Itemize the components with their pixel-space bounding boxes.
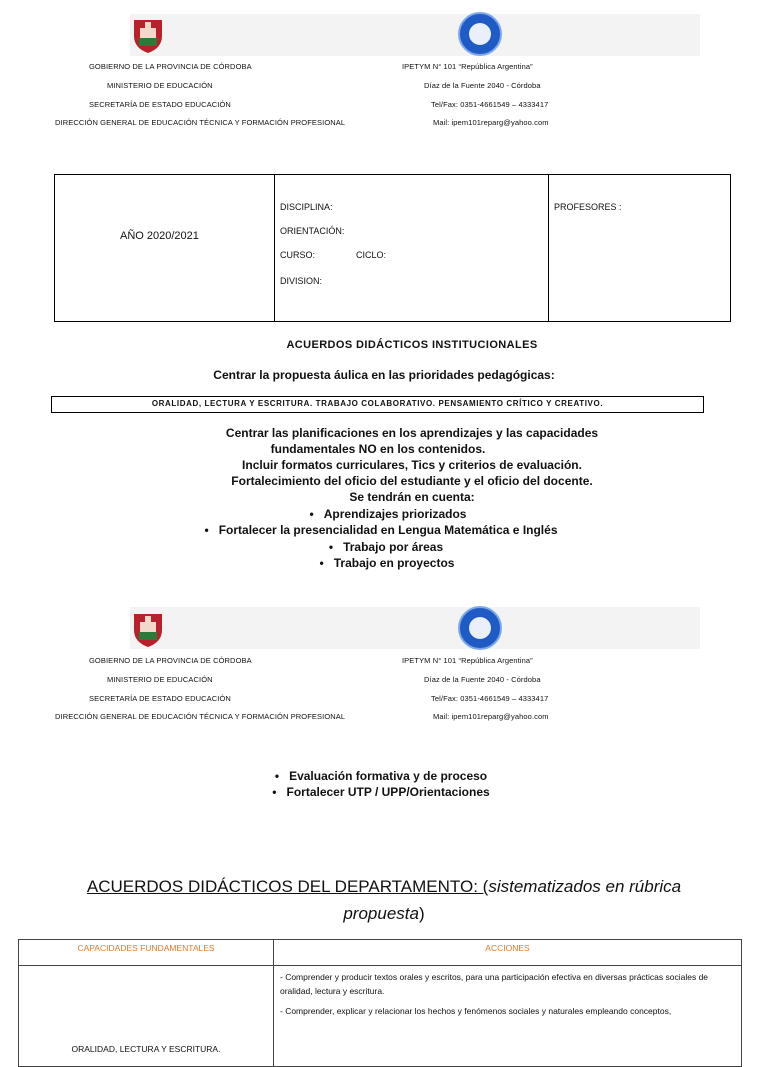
planning-line-5: Se tendrán en cuenta:	[349, 490, 475, 504]
table-cell-capacity	[19, 966, 274, 1067]
bullet-item: • Trabajo en proyectos	[319, 556, 455, 570]
planning-line-2: fundamentales NO en los contenidos.	[270, 442, 486, 456]
orientacion-label: ORIENTACIÓN:	[280, 226, 345, 236]
info-box-divider-1	[274, 174, 275, 322]
header-line-school: IPETYM N° 101 “República Argentina”	[402, 656, 533, 665]
header-line-secretaria: SECRETARÍA DE ESTADO EDUCACIÓN	[89, 694, 231, 703]
bullet-item: • Fortalecer la presencialidad en Lengua Matemática e Inglés	[204, 523, 558, 537]
bullet-item: • Aprendizajes priorizados	[309, 507, 467, 521]
table-row	[19, 966, 742, 1067]
header-line-mail: Mail: ipem101reparg@yahoo.com	[433, 118, 549, 127]
header-band	[130, 14, 700, 56]
header-line-school: IPETYM N° 101 “República Argentina”	[402, 62, 533, 71]
priorities-text: ORALIDAD, LECTURA Y ESCRITURA. TRABAJO COLABORATIVO. PENSAMIENTO CRÍTICO Y CREATIVO.	[151, 399, 604, 408]
division-label: DIVISION:	[280, 276, 323, 286]
header-line-phone: Tel/Fax: 0351-4661549 – 4333417	[431, 694, 549, 703]
cordoba-crest-icon	[131, 610, 165, 648]
school-seal-icon	[458, 12, 502, 56]
profesores-label: PROFESORES :	[554, 202, 622, 212]
table-header-capacidades	[19, 940, 274, 966]
department-title-line-2	[0, 904, 768, 924]
planning-line-3: Incluir formatos curriculares, Tics y criterios de evaluación.	[242, 458, 582, 472]
department-title	[0, 877, 768, 897]
table-header-acciones-label: ACCIONES	[485, 943, 530, 953]
header-line-mail: Mail: ipem101reparg@yahoo.com	[433, 712, 549, 721]
institutional-title: ACUERDOS DIDÁCTICOS INSTITUCIONALES	[286, 339, 538, 351]
bullet-item: • Fortalecer UTP / UPP/Orientaciones	[272, 785, 490, 799]
header-line-direccion: DIRECCIÓN GENERAL DE EDUCACIÓN TÉCNICA Y FORMACIÓN PROFESIONAL	[55, 118, 346, 127]
header-line-gobierno: GOBIERNO DE LA PROVINCIA DE CÓRDOBA	[89, 62, 252, 71]
table-cell-actions	[274, 966, 742, 1067]
ciclo-label: CICLO:	[356, 250, 387, 260]
school-seal-icon	[458, 606, 502, 650]
header-line-secretaria: SECRETARÍA DE ESTADO EDUCACIÓN	[89, 100, 231, 109]
info-box	[54, 174, 731, 322]
institutional-subtitle: Centrar la propuesta áulica en las prioridades pedagógicas:	[213, 368, 555, 382]
school-year: AÑO 2020/2021	[120, 230, 199, 242]
header-line-direccion: DIRECCIÓN GENERAL DE EDUCACIÓN TÉCNICA Y FORMACIÓN PROFESIONAL	[55, 712, 346, 721]
action-item: - Comprender y producir textos orales y escritos, para una participación efectiva en diversas prácticas sociales de oralidad, lectura y escritura.	[280, 972, 709, 996]
action-item: - Comprender, explicar y relacionar los hechos y fenómenos sociales y naturales empleando conceptos,	[280, 1006, 672, 1016]
table-header-row	[19, 940, 742, 966]
department-title-italic-2: propuesta	[343, 904, 419, 923]
department-title-main: ACUERDOS DIDÁCTICOS DEL DEPARTAMENTO:	[86, 877, 478, 896]
header-line-phone: Tel/Fax: 0351-4661549 – 4333417	[431, 100, 549, 109]
planning-line-1: Centrar las planificaciones en los aprendizajes y las capacidades	[225, 426, 599, 440]
curso-label: CURSO:	[280, 250, 316, 260]
department-title-close: )	[418, 904, 425, 923]
bullet-item: • Evaluación formativa y de proceso	[274, 769, 488, 783]
header-line-ministerio: MINISTERIO DE EDUCACIÓN	[107, 81, 213, 90]
header-line-address: Díaz de la Fuente 2040 - Córdoba	[424, 675, 541, 684]
header-line-ministerio: MINISTERIO DE EDUCACIÓN	[107, 675, 213, 684]
table-header-acciones	[274, 940, 742, 966]
planning-line-4: Fortalecimiento del oficio del estudiante y el oficio del docente.	[231, 474, 593, 488]
info-box-divider-2	[548, 174, 549, 322]
table-header-capacidades-label: CAPACIDADES FUNDAMENTALES	[77, 943, 215, 953]
table-cell-capacity-text: ORALIDAD, LECTURA Y ESCRITURA.	[71, 1044, 221, 1054]
cordoba-crest-icon	[131, 16, 165, 54]
department-title-open: (	[477, 877, 489, 896]
disciplina-label: DISCIPLINA:	[280, 202, 333, 212]
bullet-item: • Trabajo por áreas	[328, 540, 444, 554]
header-line-address: Díaz de la Fuente 2040 - Córdoba	[424, 81, 541, 90]
header-line-gobierno: GOBIERNO DE LA PROVINCIA DE CÓRDOBA	[89, 656, 252, 665]
department-table	[18, 939, 742, 1067]
department-title-italic-1: sistematizados en rúbrica	[488, 877, 682, 896]
header-band	[130, 607, 700, 649]
